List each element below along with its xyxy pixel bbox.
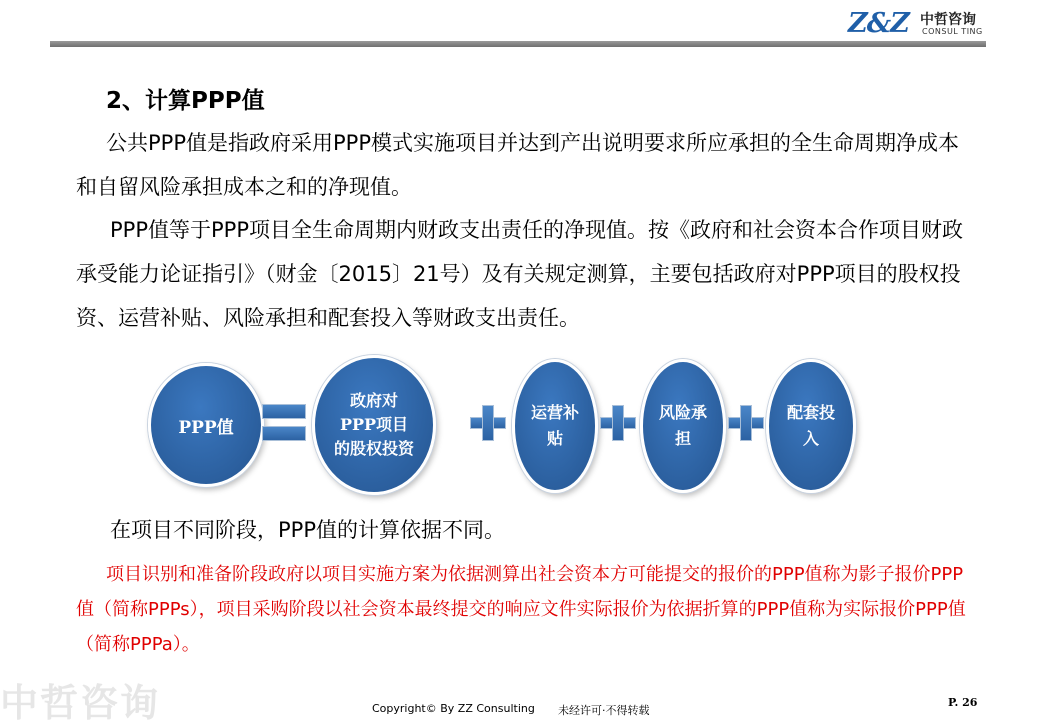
paragraph-definition: 公共PPP值是指政府采用PPP模式实施项目并达到产出说明要求所应承担的全生命周期净成本和自留风险承担成本之和的净现值。 xyxy=(76,131,959,199)
term-equity-investment xyxy=(312,355,436,495)
result-ellipse xyxy=(148,363,264,487)
logo-english-name: CONSUL TING xyxy=(922,27,983,36)
result-label: PPP值 xyxy=(178,417,234,438)
plus-sign xyxy=(600,405,636,441)
ppp-formula-diagram xyxy=(140,355,860,495)
term-supporting-input xyxy=(766,359,856,493)
header-divider xyxy=(50,41,986,47)
term-operating-subsidy xyxy=(512,359,598,493)
term-label: 配套投入 xyxy=(786,403,835,448)
term-label: 运营补贴 xyxy=(530,403,579,448)
paragraph-highlight: 项目识别和准备阶段政府以项目实施方案为依据测算出社会资本方可能提交的报价的PPP值称为影子报价PPP值（简称PPPs），项目采购阶段以社会资本最终提交的响应文件实际报价为依据折算的PPP值称为实际报价PPP值（简称PPPa）。 xyxy=(76,564,966,655)
term-label: 风险承担 xyxy=(658,403,707,448)
plus-sign xyxy=(728,405,764,441)
logo-mark: Z&Z xyxy=(848,8,909,39)
footer-copyright: Copyright© By ZZ Consulting xyxy=(372,702,535,715)
section-title: 2、计算PPP值 xyxy=(106,88,265,114)
company-logo xyxy=(848,8,988,40)
footer-notice: 未经许可·不得转载 xyxy=(558,704,650,717)
plus-sign xyxy=(470,405,506,441)
equals-sign-top xyxy=(262,404,306,419)
paragraph-composition: PPP值等于PPP项目全生命周期内财政支出责任的净现值。按《政府和社会资本合作项目财政承受能力论证指引》（财金〔2015〕21号）及有关规定测算，主要包括政府对PPP项目的股权投资、运营补贴、风险承担和配套投入等财政支出责任。 xyxy=(76,218,963,330)
paragraph-stages: 在项目不同阶段，PPP值的计算依据不同。 xyxy=(110,518,505,542)
term-risk-bearing xyxy=(640,359,726,493)
page-number: P. 26 xyxy=(948,696,978,709)
watermark: 中哲咨询 xyxy=(0,681,161,725)
logo-chinese-name: 中哲咨询 xyxy=(920,12,976,28)
equals-sign-bottom xyxy=(262,426,306,441)
term-label: 政府对PPP项目的股权投资 xyxy=(333,391,414,458)
